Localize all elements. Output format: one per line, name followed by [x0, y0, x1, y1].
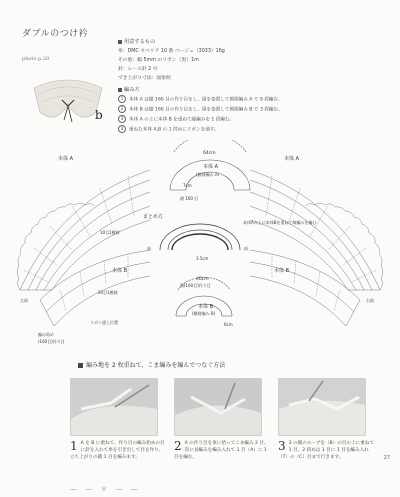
instruction-step: 4 重ねた本体 A,B の 1 段めにリボンを通す。 — [118, 125, 388, 135]
process-caption: 1 A を B に重ねて、作り目の編み始めの目に針を入れて糸を引き出して目を作り、立ち上がりの鎖 1 目を編みます。 — [70, 439, 165, 460]
height-6-label: 6cm — [224, 322, 233, 327]
materials-line: 糸：DMC セベリア 10 番 ベージュ（3033）16g — [118, 49, 225, 54]
footer-mark: — — ＊ — — — [70, 485, 141, 493]
square-icon — [78, 363, 83, 368]
crochet-chart-diagram — [0, 140, 400, 355]
process-caption: 2 A の作り目を束に拾ってこま編み 2 目、次に長編みを編み入れて 1 目（A）に 1 目を編む。 — [174, 439, 269, 460]
width-label: 64cm — [203, 151, 216, 156]
height-35-label: 3.5cm — [196, 256, 209, 261]
materials-line: 針：レース針 2 号 — [118, 67, 158, 72]
collar-photo — [26, 68, 110, 134]
right-front-label: 右前 — [366, 298, 374, 303]
left-front-label: 左前 — [20, 298, 28, 303]
section-heading: 編み地を 2 枚重ねて、こま編みを編んでつなぐ方法 — [78, 360, 225, 369]
row-20-label: 20目1模様 — [98, 290, 118, 295]
ribbon-label: リボン通し位置 — [90, 320, 118, 325]
schematic-a-label: 本体 A — [203, 164, 219, 170]
instructions-heading: 編み方 — [118, 86, 388, 93]
left-fan-chart — [20, 170, 150, 290]
row-10-label: 10目1模様 — [100, 230, 120, 235]
right-fan-chart — [250, 170, 380, 290]
square-icon — [118, 40, 122, 44]
body-a-right-label: 本体 A — [284, 156, 300, 162]
instruction-step: 2 本体 B は鎖 160 目の作り目をし、図を参照して模様編み B で 3 段編む。 — [118, 105, 388, 115]
width-46-label: 46cm — [196, 277, 209, 282]
schematic-a-pattern: (模様編み A) — [196, 172, 220, 177]
overlay-note: 本体Aの上に本体Bを重ねて縁編みを編む — [243, 220, 317, 225]
square-icon — [118, 88, 122, 92]
chain-sub-label: (160目)作り目 — [38, 339, 65, 344]
lower-right-fan — [250, 250, 360, 326]
body-a-left-label: 本体 A — [58, 156, 74, 162]
materials-block — [118, 38, 378, 83]
photo-letter: b — [95, 108, 103, 122]
process-photo-1 — [70, 378, 158, 436]
gather-label: まとめ方 — [143, 214, 164, 220]
materials-line: その他：幅 5mm のリボン（黒）1m — [118, 58, 199, 63]
front-right-label: 前 — [244, 246, 248, 251]
page-number: 27 — [383, 455, 390, 461]
chain-label: 鎖 160 目 — [180, 196, 199, 201]
start-label: 編み始め — [38, 332, 54, 337]
instruction-step: 1 本体 A は鎖 160 目の作り目をし、図を参照して模様編み A で 9 段編む。 — [118, 95, 388, 105]
front-left-label: 前 — [147, 246, 151, 251]
lower-left-fan — [40, 250, 150, 326]
process-photo-3 — [278, 378, 366, 436]
process-caption: 3 3 の鎖のループを（B）の目の上に重ねて 1 目、2 段めは 1 目に 1 目を編み入れ（T）の（C）目まで行きます。 — [278, 439, 374, 460]
schematic-b-label: 本体 B — [198, 304, 214, 310]
instruction-step: 3 本体 A の上に本体 B を重ねて縁編みを 1 段編む。 — [118, 115, 388, 125]
height-label: 7cm — [183, 183, 192, 188]
photo-reference: photo p.20 — [22, 56, 50, 62]
schematic-gather — [160, 224, 240, 250]
left-fan-scallops — [17, 203, 95, 290]
schematic-b-pattern: (模様編み B) — [192, 311, 216, 316]
materials-heading: 用意するもの — [118, 38, 378, 45]
instructions-block — [118, 86, 388, 135]
materials-line: でき上がり寸法：図参照 — [118, 76, 171, 81]
right-fan-scallops — [305, 203, 383, 290]
body-b-right-label: 本体 B — [274, 268, 290, 274]
page-title: ダブルのつけ衿 — [22, 29, 89, 39]
process-photo-2 — [174, 378, 262, 436]
process-photos — [70, 378, 370, 438]
body-b-left-label: 本体 B — [112, 268, 128, 274]
chain-sub-b-label: 鎖(160目)作り目 — [180, 283, 211, 288]
